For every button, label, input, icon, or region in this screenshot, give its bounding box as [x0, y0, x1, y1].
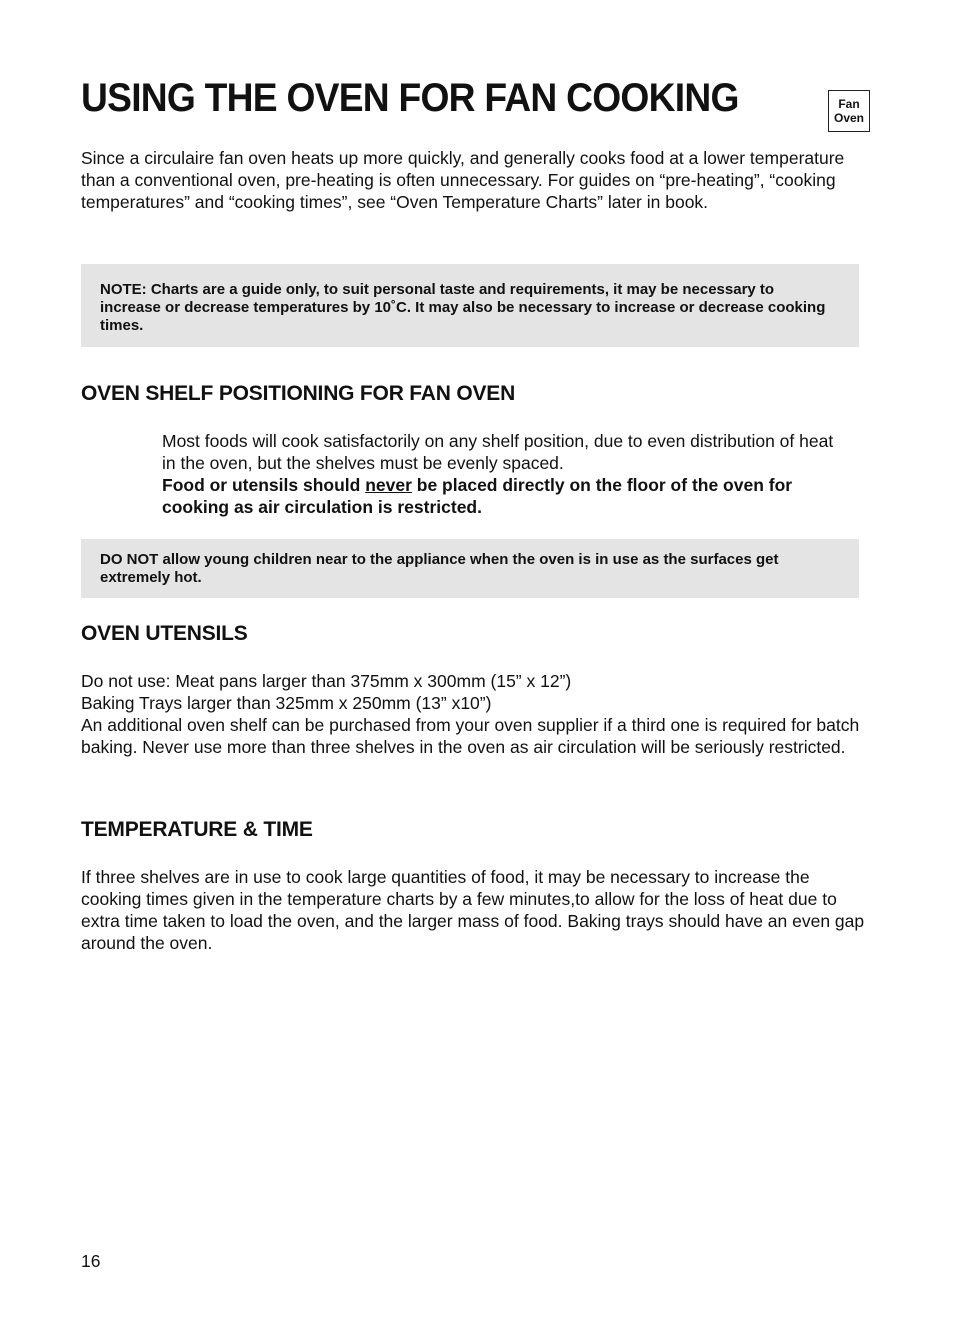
badge-line-1: Fan — [838, 97, 860, 111]
intro-paragraph: Since a circulaire fan oven heats up more quickly, and generally cooks food at a lower temperature than a conventional oven, pre-heating is often unnecessary. For guides on “pre-heating”, “cooking temperatures” and “cooking times”, see “Oven Temperature Charts” later in book. — [81, 148, 845, 212]
note-children-text: DO NOT allow young children near to the appliance when the oven is in use as the surfaces get extremely hot. — [100, 551, 779, 586]
oven-utensils-text — [81, 670, 866, 758]
utensils-line-2: Baking Trays larger than 325mm x 250mm (13” x10”) — [81, 693, 492, 713]
badge-line-2: Oven — [833, 111, 864, 125]
utensils-line-1: Do not use: Meat pans larger than 375mm x 300mm (15” x 12”) — [81, 671, 572, 691]
fan-oven-badge — [828, 90, 870, 132]
shelf-warning — [162, 475, 792, 517]
shelf-warning-emphasis: never — [365, 475, 412, 495]
oven-utensils-heading: OVEN UTENSILS — [81, 622, 248, 645]
note-charts-text: NOTE: Charts are a guide only, to suit personal taste and requirements, it may be necessary to increase or decrease temperatures by 10˚C. It may also be necessary to increase or decrease cooking times. — [100, 281, 826, 334]
page-title: USING THE OVEN FOR FAN COOKING — [81, 76, 739, 120]
shelf-positioning-text — [162, 430, 842, 518]
temperature-time-heading: TEMPERATURE & TIME — [81, 818, 313, 841]
note-box-charts — [81, 264, 859, 347]
page-number: 16 — [81, 1251, 101, 1271]
shelf-warning-before: Food or utensils should — [162, 475, 366, 495]
utensils-line-3: An additional oven shelf can be purchased from your oven supplier if a third one is required for batch baking. Never use more than three shelves in the oven as air circulation will be seriously restricted. — [81, 715, 860, 757]
shelf-warning-after: be placed directly on the floor of the oven for cooking as air circulation is restricted. — [162, 475, 793, 517]
shelf-text-body: Most foods will cook satisfactorily on any shelf position, due to even distribution of heat in the oven, but the shelves must be evenly spaced. — [162, 431, 834, 473]
note-box-children — [81, 539, 859, 598]
shelf-positioning-heading: OVEN SHELF POSITIONING FOR FAN OVEN — [81, 382, 516, 405]
temperature-time-text: If three shelves are in use to cook large quantities of food, it may be necessary to increase the cooking times given in the temperature charts by a few minutes,to allow for the loss of heat due to extra time taken to load the oven, and the larger mass of food. Baking trays should have an even gap around the oven. — [81, 867, 865, 953]
